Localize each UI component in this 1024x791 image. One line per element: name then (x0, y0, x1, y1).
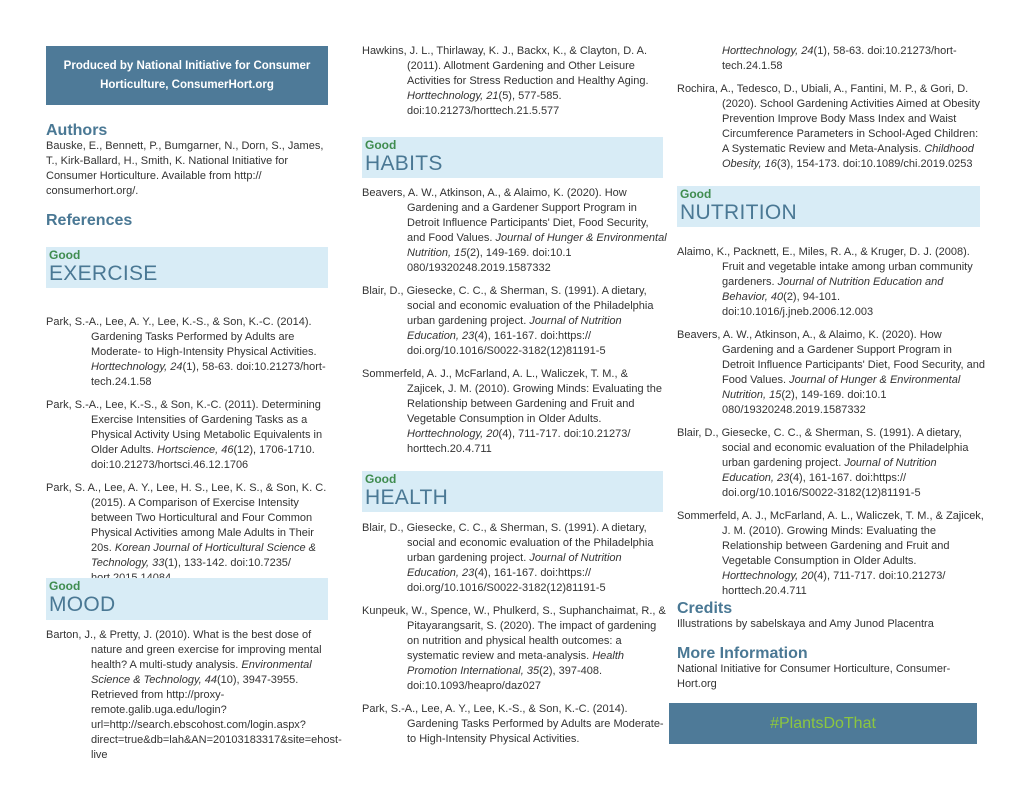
category-band-health (362, 471, 663, 512)
good-label: Good (49, 248, 81, 262)
reference-entry: Blair, D., Giesecke, C. C., & Sherman, S. (1991). A dietary, social and economic evaluation of the Philadelphia urban gardening project. Journal of Nutrition Education, 23(4), 161-167. doi:https:// doi.org/10.1016/S0022-3182(12)81191-5 (362, 285, 654, 357)
health-refs-continued (677, 44, 987, 172)
exercise-refs (46, 315, 336, 586)
reference-entry: Park, S.-A., Lee, K.-S., & Son, K.-C. (2011). Determining Exercise Intensities of Gardening Tasks as a Physical Activity Using Metabolic Equivalents in Older Adults. Hortscience, 46(12), 1706-1710. doi:10.21273/hortsci.46.12.1706 (46, 399, 323, 471)
credits-heading: Credits (677, 600, 733, 617)
reference-entry: Sommerfeld, A. J., McFarland, A. L., Waliczek, T. M., & Zajicek, J. M. (2010). Growing Minds: Evaluating the Relationship between Gardening and Fruit and Vegetable Consumption in Older Adults. Horttechnology, 20(4), 711-717. doi:10.21273/ horttech.20.4.711 (362, 368, 662, 455)
good-label: Good (680, 187, 712, 201)
reference-entry: Beavers, A. W., Atkinson, A., & Alaimo, K. (2020). How Gardening and a Gardener Support Program in Detroit Influence Participants' Diet, Food Security, and Food Values. Journal of Hunger & Environmental Nutrition, 15(2), 149-169. doi:10.1 080/19320248.2019.1587332 (362, 187, 667, 274)
category-band-habits (362, 137, 663, 178)
nutrition-refs (677, 245, 987, 599)
category-title: NUTRITION (680, 201, 798, 224)
category-band-nutrition (677, 186, 980, 227)
category-title: HABITS (365, 152, 443, 175)
authors-heading: Authors (46, 122, 108, 139)
reference-entry: Park, S. A., Lee, A. Y., Lee, H. S., Lee, K. S., & Son, K. C. (2015). A Comparison of Exercise Intensity between Two Horticultural and Four Common Physical Activities among Male Adults in Their 20s. Korean Journal of Horticultural Science & Technology, 33(1), 133-142. doi:10.7235/ (46, 482, 327, 569)
category-title: MOOD (49, 593, 116, 616)
mood-refs-left (46, 628, 342, 763)
good-label: Good (49, 579, 81, 593)
reference-entry: Alaimo, K., Packnett, E., Miles, R. A., & Kruger, D. J. (2008). Fruit and vegetable intake among urban community gardeners. Journal of Nutrition Education and Behavior, 40(2), 94-101. doi:10.1016/j.jneb.2006.12.003 (677, 246, 973, 318)
reference-entry: Park, S.-A., Lee, A. Y., Lee, K.-S., & Son, K.-C. (2014). Gardening Tasks Performed by Adults are Moderate- to High-Intensity Physical Activities. Horttechnology, 24(1), 58-63. doi:10.21273/hort-tech.24.1.58 (46, 316, 326, 388)
more-info-heading: More Information (677, 645, 808, 662)
producer-banner (46, 46, 328, 105)
more-info-text: National Initiative for Consumer Horticulture, Consumer-Hort.org (677, 663, 951, 690)
category-band-exercise (46, 247, 328, 288)
reference-entry: Hawkins, J. L., Thirlaway, K. J., Backx, K., & Clayton, D. A. (2011). Allotment Gardening and Other Leisure Activities for Stress Reduction and Healthy Aging. Horttechnology, 21(5), 577-585. doi:10.21273/horttech.21.5.577 (362, 45, 649, 117)
mood-refs-continued (362, 44, 667, 119)
reference-entry: Beavers, A. W., Atkinson, A., & Alaimo, K. (2020). How Gardening and a Gardener Support Program in Detroit Influence Participants' Diet, Food Security, and Food Values. Journal of Hunger & Environmental Nutrition, 15(2), 149-169. doi:10.1 080/19320248.2019.1587332 (677, 329, 985, 416)
reference-entry: Rochira, A., Tedesco, D., Ubiali, A., Fantini, M. P., & Gori, D. (2020). School Gardening Activities Aimed at Obesity Prevention Improve Body Mass Index and Waist Circumference Parameters in School-Aged Children: A Systematic Review and Meta-Analysis. Childhood Obesity, 16(3), 154-173. doi:10.1089/chi.2019.0253 (677, 83, 981, 170)
hashtag-text: #PlantsDoThat (770, 714, 876, 732)
credits-text: Illustrations by sabelskaya and Amy Junod Placentra (677, 618, 934, 630)
authors-text: Bauske, E., Bennett, P., Bumgarner, N., Dorn, S., James, T., Kirk-Ballard, H., Smith, K. National Initiative for Consumer Horticulture. Available from http:// consumerhort.org/. (46, 140, 324, 197)
reference-entry: Park, S.-A., Lee, A. Y., Lee, K.-S., & Son, K.-C. (2014). Gardening Tasks Performed by Adults are Moderate- to High-Intensity Physical Activities. (362, 703, 664, 745)
reference-entry: Blair, D., Giesecke, C. C., & Sherman, S. (1991). A dietary, social and economic evaluation of the Philadelphia urban gardening project. Journal of Nutrition Education, 23(4), 161-167. doi:https:// doi.org/10.1016/S0022-3182(12)81191-5 (362, 522, 654, 594)
good-label: Good (365, 472, 397, 486)
hashtag-banner (669, 703, 977, 744)
reference-entry: Sommerfeld, A. J., McFarland, A. L., Waliczek, T. M., & Zajicek, J. M. (2010). Growing Minds: Evaluating the Relationship between Gardening and Fruit and Vegetable Consumption in Older Adults. Horttechnology, 20(4), 711-717. doi:10.21273/ horttech.20.4.711 (677, 510, 984, 597)
reference-entry: Blair, D., Giesecke, C. C., & Sherman, S. (1991). A dietary, social and economic evaluation of the Philadelphia urban gardening project. Journal of Nutrition Education, 23(4), 161-167. doi:https:// doi.org/10.1016/S0022-3182(12)81191-5 (677, 427, 969, 499)
habits-refs (362, 186, 667, 457)
references-heading: References (46, 212, 133, 229)
reference-entry: Barton, J., & Pretty, J. (2010). What is the best dose of nature and green exercise for improving mental health? A multi-study analysis. Environmental Science & Technology, 44(10), 3947-3955. Retrieved from http://proxy-remote.galib.uga.edu/login?url=http://search.ebscohost.com/login.aspx?direct=true&db=lah&AN=20103183317&site=ehost-live (46, 629, 342, 761)
reference-entry: Kunpeuk, W., Spence, W., Phulkerd, S., Suphanchaimat, R., & Pitayarangsarit, S. (2020). The impact of gardening on nutrition and physical health outcomes: a systematic review and meta-analysis. Health Promotion International, 35(2), 397-408. doi:10.1093/heapro/daz027 (362, 605, 666, 692)
category-title: HEALTH (365, 486, 449, 509)
good-label: Good (365, 138, 397, 152)
category-band-mood (46, 578, 328, 620)
category-title: EXERCISE (49, 262, 158, 285)
reference-entry-continued: Horttechnology, 24(1), 58-63. doi:10.21273/hort-tech.24.1.58 (722, 45, 957, 72)
producer-text: Produced by National Initiative for Consumer Horticulture, ConsumerHort.org (63, 59, 311, 91)
health-refs (362, 521, 667, 747)
